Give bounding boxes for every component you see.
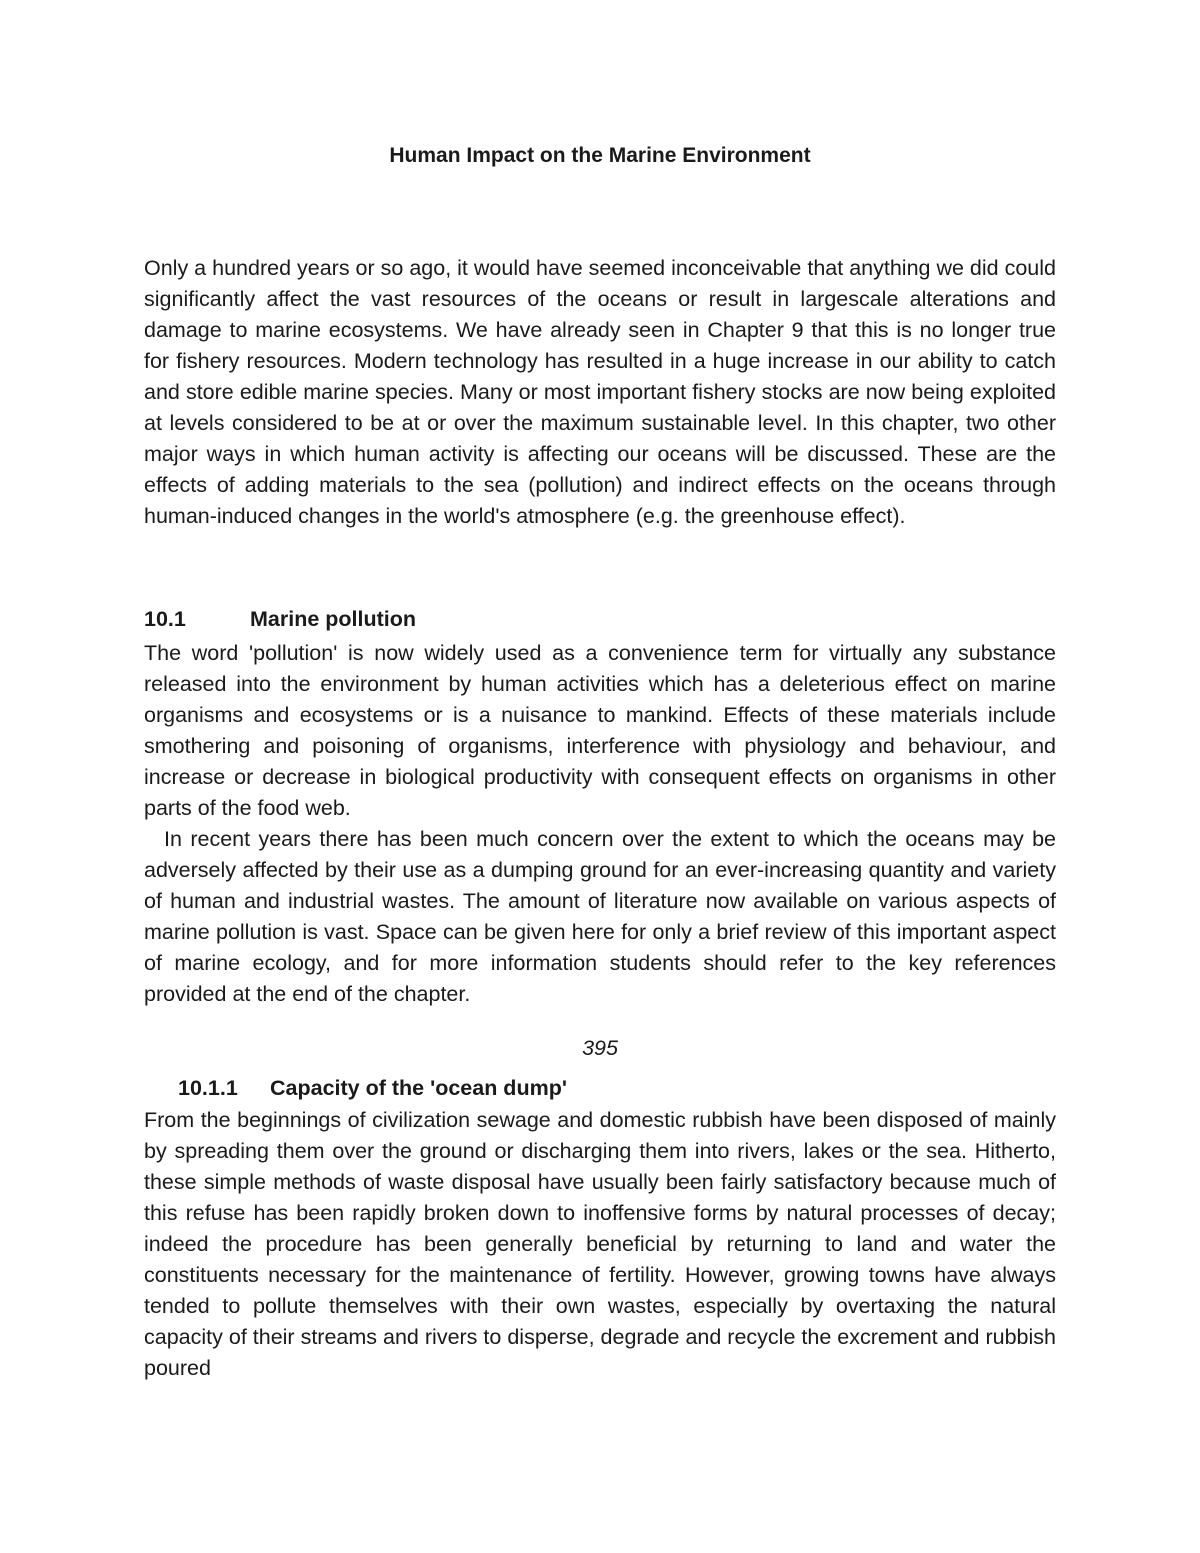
subsection-paragraph: From the beginnings of civilization sewage and domestic rubbish have been disposed of mainly by spreading them over the ground or discharging them into rivers, lakes or the sea. Hitherto, these simple methods of waste disposal have usually been fairly satisfactory because much of this refuse has been rapidly broken down to inoffensive forms by natural processes of decay; indeed the procedure has been generally beneficial by returning to land and water the constituents necessary for the maintenance of fertility. However, growing towns have always tended to pollute themselves with their own wastes, especially by overtaxing the natural capacity of their streams and rivers to disperse, degrade and recycle the excrement and rubbish poured <box>144 1108 1056 1380</box>
section-number: 10.1 <box>144 607 186 631</box>
page-number: 395 <box>582 1036 618 1060</box>
section-heading <box>144 604 1056 634</box>
intro-paragraph: Only a hundred years or so ago, it would have seemed inconceivable that anything we did could significantly affect the vast resources of the oceans or result in largescale alterations and damage to marine ecosystems. We have already seen in Chapter 9 that this is no longer true for fishery resources. Modern technology has resulted in a huge increase in our ability to catch and store edible marine species. Many or most important fishery stocks are now being exploited at levels considered to be at or over the maximum sustainable level. In this chapter, two other major ways in which human activity is affecting our oceans will be discussed. These are the effects of adding materials to the sea (pollution) and indirect effects on the oceans through human-induced changes in the world's atmosphere (e.g. the greenhouse effect). <box>144 256 1056 528</box>
subsection-heading <box>178 1073 567 1103</box>
document-title: Human Impact on the Marine Environment <box>389 144 811 167</box>
section-title: Marine pollution <box>250 607 417 631</box>
subsection-title: Capacity of the 'ocean dump' <box>270 1076 567 1100</box>
document-page <box>144 0 1056 1553</box>
section-paragraph-1: The word 'pollution' is now widely used as a convenience term for virtually any substance released into the environment by human activities which has a deleterious effect on marine organisms and ecosystems or is a nuisance to mankind. Effects of these materials include smothering and poisoning of organisms, interference with physiology and behaviour, and increase or decrease in biological productivity with consequent effects on organisms in other parts of the food web. <box>144 641 1056 820</box>
subsection-number: 10.1.1 <box>178 1076 238 1100</box>
section-paragraph-2: In recent years there has been much concern over the extent to which the oceans may be adversely affected by their use as a dumping ground for an ever-increasing quantity and variety of human and industrial wastes. The amount of literature now available on various aspects of marine pollution is vast. Space can be given here for only a brief review of this important aspect of marine ecology, and for more information students should refer to the key references provided at the end of the chapter. <box>144 827 1056 1006</box>
